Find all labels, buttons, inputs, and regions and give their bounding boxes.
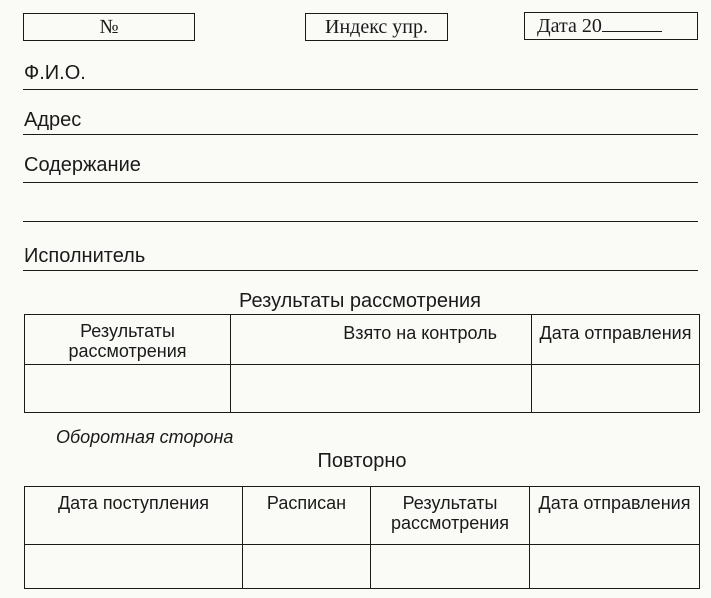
repeat-sent-date-header-cell: Дата отправления bbox=[530, 487, 700, 545]
index-box bbox=[305, 13, 448, 41]
sent-date-header-cell: Дата отправления bbox=[532, 315, 700, 365]
repeat-table-header-row bbox=[25, 487, 700, 545]
assigned-cell[interactable] bbox=[243, 545, 371, 589]
address-label: Адрес bbox=[24, 109, 82, 131]
assigned-header-cell: Расписан bbox=[243, 487, 371, 545]
repeat-table-row bbox=[25, 545, 700, 589]
date-label: Дата 20 bbox=[537, 15, 602, 37]
sent-date-cell[interactable] bbox=[532, 365, 700, 413]
repeat-title: Повторно bbox=[317, 450, 407, 472]
number-box bbox=[23, 13, 195, 41]
index-label: Индекс упр. bbox=[325, 16, 428, 38]
address-line bbox=[23, 134, 698, 135]
results-table-header-row bbox=[25, 315, 700, 365]
control-cell[interactable] bbox=[231, 365, 532, 413]
control-header-cell: Взято на контроль bbox=[231, 315, 532, 365]
number-label: № bbox=[99, 16, 119, 38]
date-box bbox=[524, 12, 698, 40]
content-line-2 bbox=[23, 221, 698, 222]
results-section-title: Результаты рассмотрения bbox=[238, 290, 482, 312]
fio-line bbox=[23, 89, 698, 90]
reverse-side-label: Оборотная сторона bbox=[56, 427, 234, 447]
results-table bbox=[24, 314, 700, 413]
received-date-cell[interactable] bbox=[25, 545, 243, 589]
fio-label: Ф.И.О. bbox=[24, 62, 86, 84]
content-label: Содержание bbox=[24, 154, 141, 176]
content-line-1 bbox=[23, 182, 698, 183]
repeat-results-cell[interactable] bbox=[371, 545, 530, 589]
executor-line bbox=[23, 270, 698, 271]
date-blank-line bbox=[602, 14, 662, 32]
results-table-row bbox=[25, 365, 700, 413]
results-header-cell: Результаты рассмотрения bbox=[25, 315, 231, 365]
received-date-header-cell: Дата поступления bbox=[25, 487, 243, 545]
repeat-sent-date-cell[interactable] bbox=[530, 545, 700, 589]
repeat-results-header-cell: Результаты рассмотрения bbox=[371, 487, 530, 545]
repeat-table bbox=[24, 486, 700, 589]
executor-label: Исполнитель bbox=[24, 245, 146, 267]
results-cell[interactable] bbox=[25, 365, 231, 413]
